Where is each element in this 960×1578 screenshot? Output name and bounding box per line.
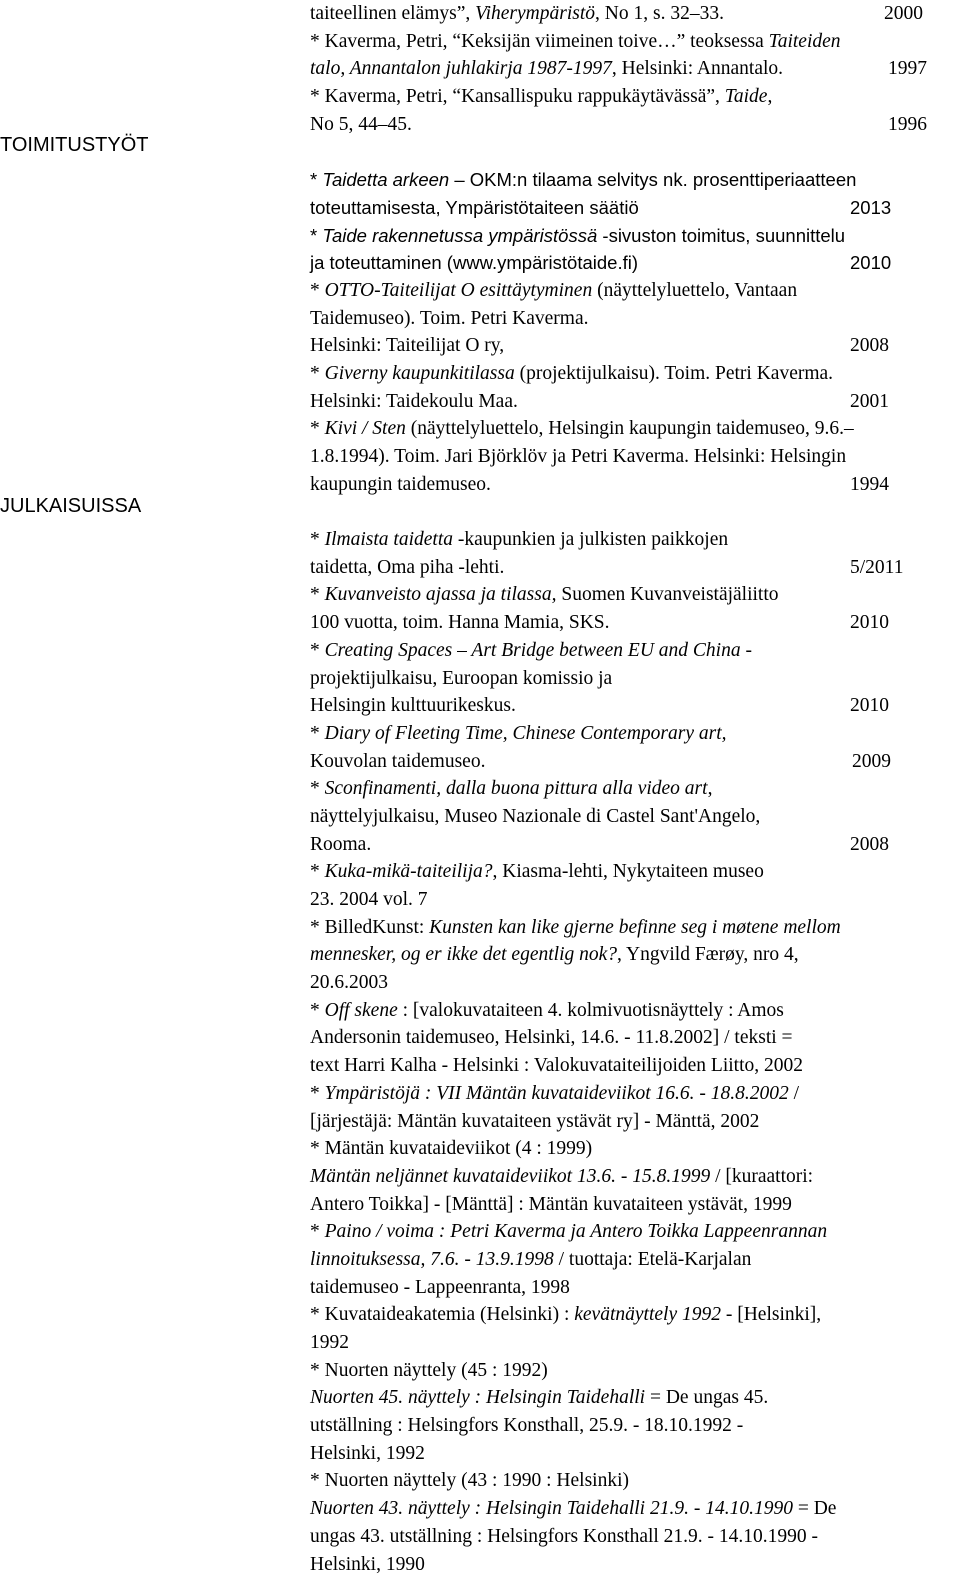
year: 1997 bbox=[888, 55, 927, 83]
text: : [valokuvataiteen 4. kolmivuotisnäyttely : Amos bbox=[398, 1000, 784, 1021]
italic-title: Ympäristöjä : VII Mäntän kuvataideviikot 16.6. - 18.8.2002 bbox=[325, 1083, 789, 1104]
text: [järjestäjä: Mäntän kuvataiteen ystävät ry] - Mänttä, 2002 bbox=[310, 1111, 759, 1132]
text: * bbox=[310, 169, 322, 190]
text: Helsinki, 1990 bbox=[310, 1554, 425, 1575]
list-line bbox=[310, 1135, 950, 1163]
italic-title: Diary of Fleeting Time, Chinese Contemporary art, bbox=[325, 723, 727, 744]
text: taidetta, Oma piha -lehti. bbox=[310, 557, 504, 578]
italic-title: talo, Annantalon juhlakirja 1987-1997 bbox=[310, 58, 612, 79]
list-line bbox=[310, 83, 950, 111]
text: Helsinki: Taiteilijat O ry, bbox=[310, 335, 504, 356]
list-line bbox=[310, 1551, 950, 1578]
text: – OKM:n tilaama selvitys nk. prosenttiperiaatteen bbox=[449, 169, 856, 190]
list-line bbox=[310, 526, 950, 554]
text: , Kiasma-lehti, Nykytaiteen museo bbox=[493, 861, 764, 882]
text: 23. 2004 vol. 7 bbox=[310, 889, 428, 910]
text: * bbox=[310, 418, 325, 439]
text: * bbox=[310, 861, 325, 882]
text: -kaupunkien ja julkisten paikkojen bbox=[453, 529, 728, 550]
text: (näyttelyluettelo, Vantaan bbox=[592, 280, 797, 301]
text: 1.8.1994). Toim. Jari Björklöv ja Petri Kaverma. Helsinki: Helsingin bbox=[310, 446, 846, 467]
text: projektijulkaisu, Euroopan komissio ja bbox=[310, 668, 612, 689]
list-line bbox=[310, 249, 950, 277]
italic-title: linnoituksessa, 7.6. - 13.9.1998 bbox=[310, 1249, 554, 1270]
list-line bbox=[310, 1467, 950, 1495]
list-line bbox=[310, 1523, 950, 1551]
list-line bbox=[310, 1108, 950, 1136]
list-line bbox=[310, 360, 950, 388]
list-line bbox=[310, 1440, 950, 1468]
text: Antero Toikka] - [Mänttä] : Mäntän kuvataiteen ystävät, 1999 bbox=[310, 1194, 792, 1215]
text: 1992 bbox=[310, 1332, 349, 1353]
list-line bbox=[310, 471, 950, 499]
text: * bbox=[310, 584, 325, 605]
list-line bbox=[310, 997, 950, 1025]
italic-title: Taide rakennetussa ympäristössä bbox=[322, 225, 597, 246]
list-line bbox=[310, 1191, 950, 1219]
list-line bbox=[310, 1052, 950, 1080]
italic-title: Viherympäristö bbox=[475, 3, 595, 24]
text: , bbox=[708, 778, 713, 799]
italic-title: Nuorten 45. näyttely : Helsingin Taidehalli bbox=[310, 1387, 645, 1408]
italic-title: Mäntän neljännet kuvataideviikot 13.6. - 15.8.1999 bbox=[310, 1166, 710, 1187]
year: 5/2011 bbox=[850, 554, 903, 582]
text: * BilledKunst: bbox=[310, 917, 429, 938]
text: / bbox=[789, 1083, 799, 1104]
year: 1996 bbox=[888, 111, 927, 139]
list-line bbox=[310, 222, 950, 250]
text: * Kuvataideakatemia (Helsinki) : bbox=[310, 1304, 574, 1325]
italic-title: Kunsten kan like gjerne befinne seg i møtene mellom bbox=[429, 917, 841, 938]
text: * bbox=[310, 363, 325, 384]
italic-title: Kuka-mikä-taiteilija? bbox=[325, 861, 493, 882]
list-line bbox=[310, 1080, 950, 1108]
text: , Yngvild Færøy, nro 4, bbox=[617, 944, 799, 965]
list-line bbox=[310, 388, 950, 416]
list-line bbox=[310, 1357, 950, 1385]
italic-title: mennesker, og er ikke det egentlig nok? bbox=[310, 944, 617, 965]
italic-title: Off skene bbox=[325, 1000, 398, 1021]
text: 20.6.2003 bbox=[310, 972, 388, 993]
list-line bbox=[310, 443, 950, 471]
text: * Kaverma, Petri, “Kansallispuku rappukäytävässä”, bbox=[310, 86, 725, 107]
text: * Kaverma, Petri, “Keksijän viimeinen toive…” teoksessa bbox=[310, 31, 769, 52]
text: taidemuseo - Lappeenranta, 1998 bbox=[310, 1277, 570, 1298]
spacer bbox=[310, 498, 950, 526]
list-line bbox=[310, 914, 950, 942]
list-line bbox=[310, 1024, 950, 1052]
list-line bbox=[310, 1246, 950, 1274]
text: , Helsinki: Annantalo. bbox=[612, 58, 783, 79]
italic-title: Taide bbox=[725, 86, 768, 107]
list-line bbox=[310, 332, 950, 360]
italic-title: Kuvanveisto ajassa ja tilassa, bbox=[325, 584, 557, 605]
list-line bbox=[310, 1384, 950, 1412]
year: 1994 bbox=[850, 471, 889, 499]
list-line bbox=[310, 581, 950, 609]
italic-title: OTTO-Taiteilijat O esittäytyminen bbox=[325, 280, 593, 301]
text: toteuttamisesta, Ympäristötaiteen säätiö bbox=[310, 197, 639, 218]
list-line bbox=[310, 277, 950, 305]
year: 2009 bbox=[852, 748, 891, 776]
italic-title: Giverny kaupunkitilassa bbox=[325, 363, 515, 384]
text: No 5, 44–45. bbox=[310, 114, 412, 135]
italic-title: Creating Spaces – Art Bridge between EU and China bbox=[325, 640, 741, 661]
text: -sivuston toimitus, suunnittelu bbox=[597, 225, 845, 246]
text: = De bbox=[793, 1498, 837, 1519]
year: 2013 bbox=[850, 194, 891, 222]
text: = De ungas 45. bbox=[645, 1387, 768, 1408]
list-line bbox=[310, 55, 950, 83]
text: * Nuorten näyttely (43 : 1990 : Helsinki) bbox=[310, 1470, 629, 1491]
year: 2000 bbox=[884, 0, 923, 28]
list-line bbox=[310, 941, 950, 969]
italic-title: Taiteiden bbox=[769, 31, 841, 52]
year: 2008 bbox=[850, 831, 889, 859]
italic-title: Ilmaista taidetta bbox=[325, 529, 453, 550]
list-line bbox=[310, 194, 950, 222]
list-line bbox=[310, 305, 950, 333]
year: 2008 bbox=[850, 332, 889, 360]
list-line bbox=[310, 831, 950, 859]
list-line bbox=[310, 969, 950, 997]
section-heading-toimitustyot: TOIMITUSTYÖT bbox=[0, 131, 149, 159]
text: / [kuraattori: bbox=[710, 1166, 813, 1187]
text: näyttelyjulkaisu, Museo Nazionale di Castel Sant'Angelo, bbox=[310, 806, 760, 827]
text: kaupungin taidemuseo. bbox=[310, 474, 491, 495]
list-line bbox=[310, 886, 950, 914]
italic-title: kevätnäyttely 1992 bbox=[574, 1304, 721, 1325]
text: Helsinki, 1992 bbox=[310, 1443, 425, 1464]
list-line bbox=[310, 166, 950, 194]
text: Kouvolan taidemuseo. bbox=[310, 751, 485, 772]
text: text Harri Kalha - Helsinki : Valokuvataiteilijoiden Liitto, 2002 bbox=[310, 1055, 803, 1076]
text: , No 1, s. 32–33. bbox=[595, 3, 724, 24]
text: - bbox=[741, 640, 752, 661]
list-line bbox=[310, 609, 950, 637]
year: 2010 bbox=[850, 692, 889, 720]
list-line bbox=[310, 803, 950, 831]
list-line bbox=[310, 1218, 950, 1246]
list-line bbox=[310, 775, 950, 803]
text: / tuottaja: Etelä-Karjalan bbox=[554, 1249, 752, 1270]
text: Andersonin taidemuseo, Helsinki, 14.6. - 11.8.2002] / teksti = bbox=[310, 1027, 793, 1048]
text: , bbox=[767, 86, 772, 107]
text: * bbox=[310, 225, 322, 246]
text: Helsinki: Taidekoulu Maa. bbox=[310, 391, 518, 412]
text: * bbox=[310, 723, 325, 744]
italic-title: Sconfinamenti, dalla buona pittura alla video art bbox=[325, 778, 708, 799]
text: Helsingin kulttuurikeskus. bbox=[310, 695, 516, 716]
list-line bbox=[310, 1301, 950, 1329]
text: * bbox=[310, 1221, 325, 1242]
section-heading-julkaisuissa: JULKAISUISSA bbox=[0, 492, 141, 520]
bibliography-list bbox=[310, 0, 950, 1578]
list-line bbox=[310, 665, 950, 693]
year: 2010 bbox=[850, 249, 891, 277]
text: * bbox=[310, 280, 325, 301]
text: ja toteuttaminen (www.ympäristötaide.fi) bbox=[310, 252, 638, 273]
text: - [Helsinki], bbox=[721, 1304, 821, 1325]
list-line bbox=[310, 637, 950, 665]
text: 100 vuotta, toim. Hanna Mamia, SKS. bbox=[310, 612, 610, 633]
list-line bbox=[310, 1274, 950, 1302]
text: * Nuorten näyttely (45 : 1992) bbox=[310, 1360, 548, 1381]
year: 2001 bbox=[850, 388, 889, 416]
text: * bbox=[310, 1000, 325, 1021]
list-line bbox=[310, 28, 950, 56]
text: Taidemuseo). Toim. Petri Kaverma. bbox=[310, 308, 589, 329]
text: Rooma. bbox=[310, 834, 371, 855]
italic-title: Kivi / Sten bbox=[325, 418, 406, 439]
list-line bbox=[310, 554, 950, 582]
list-line bbox=[310, 1412, 950, 1440]
list-line bbox=[310, 748, 950, 776]
year: 2010 bbox=[850, 609, 889, 637]
text: (projektijulkaisu). Toim. Petri Kaverma. bbox=[515, 363, 833, 384]
text: * Mäntän kuvataideviikot (4 : 1999) bbox=[310, 1138, 592, 1159]
list-line bbox=[310, 111, 950, 139]
text: ungas 43. utställning : Helsingfors Konsthall 21.9. - 14.10.1990 - bbox=[310, 1526, 818, 1547]
text: (näyttelyluettelo, Helsingin kaupungin taidemuseo, 9.6.– bbox=[406, 418, 854, 439]
spacer bbox=[310, 138, 950, 166]
list-line bbox=[310, 415, 950, 443]
text: * bbox=[310, 529, 325, 550]
list-line bbox=[310, 692, 950, 720]
italic-title: Paino / voima : Petri Kaverma ja Antero Toikka Lappeenrannan bbox=[325, 1221, 827, 1242]
italic-title: Taidetta arkeen bbox=[322, 169, 449, 190]
list-line bbox=[310, 858, 950, 886]
list-line bbox=[310, 720, 950, 748]
list-line bbox=[310, 1163, 950, 1191]
list-line bbox=[310, 0, 950, 28]
text: * bbox=[310, 778, 325, 799]
text: * bbox=[310, 640, 325, 661]
text: * bbox=[310, 1083, 325, 1104]
list-line bbox=[310, 1329, 950, 1357]
list-line bbox=[310, 1495, 950, 1523]
text: Suomen Kuvanveistäjäliitto bbox=[556, 584, 778, 605]
italic-title: Nuorten 43. näyttely : Helsingin Taidehalli 21.9. - 14.10.1990 bbox=[310, 1498, 793, 1519]
text: taiteellinen elämys”, bbox=[310, 3, 475, 24]
text: utställning : Helsingfors Konsthall, 25.9. - 18.10.1992 - bbox=[310, 1415, 743, 1436]
